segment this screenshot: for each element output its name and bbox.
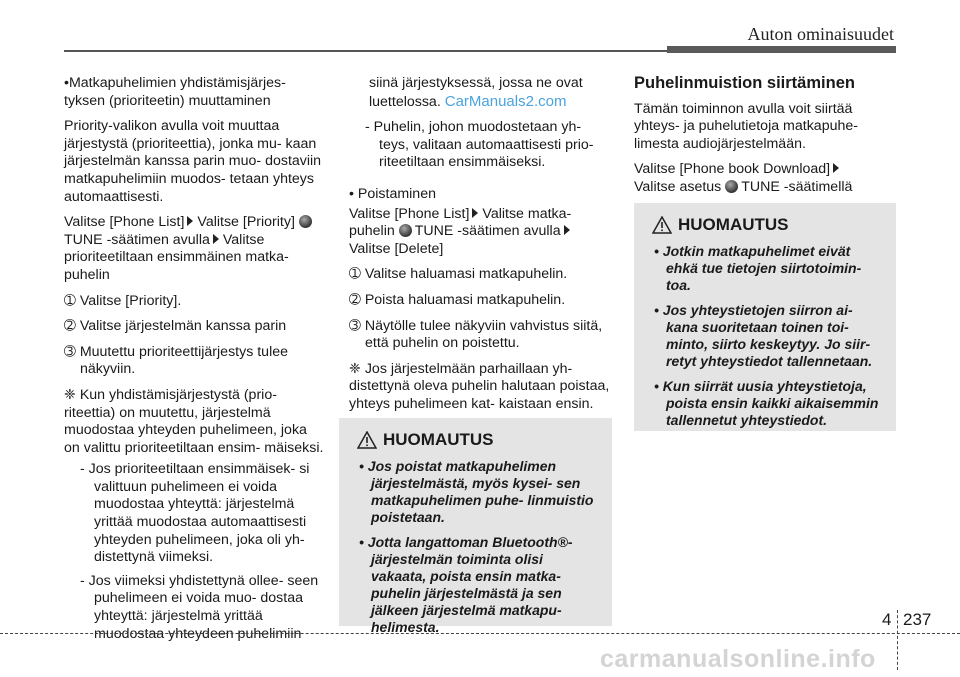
- column-2: [349, 75, 612, 422]
- watermark: CarManuals2.com: [444, 92, 567, 110]
- download-instruction: Valitse [Phone book Download] Valitse asetus TUNE -säätimellä: [634, 161, 853, 195]
- warning-icon: [652, 216, 672, 234]
- warning-item: • Jos poistat matkapuhelimen järjestelmästä, myös kysei- sen matkapuhelimen puhe- linmuistio poistetaan.: [359, 458, 594, 525]
- header-rule: [64, 50, 667, 52]
- tune-knob-icon: [399, 224, 412, 237]
- warning-item: • Jotta langattoman Bluetooth®- järjestelmän toiminta olisi vakaata, poista ensin matka- puhelin järjestelmästä ja sen jälkeen järjestelmä matkapu- helimesta.: [359, 534, 573, 635]
- footer-rule: [0, 633, 960, 634]
- delete-heading: • Poistaminen: [349, 185, 436, 202]
- step-1: ➀ Valitse [Priority].: [64, 292, 182, 309]
- column-3: [634, 75, 896, 205]
- section-heading: Puhelinmuistion siirtäminen: [634, 74, 855, 92]
- arrow-right-icon: [213, 234, 219, 244]
- note-dash-1: - Jos prioriteetiltaan ensimmäisek- si valittuun puhelimeen ei voida muodostaa yhteyttä: järjestelmä yrittää muodostaa automaattisesti yhteyden puhelimeen, joka oli yh- distettynä viimeksi.: [80, 461, 310, 566]
- arrow-right-icon: [187, 216, 193, 226]
- tune-knob-icon: [299, 215, 312, 228]
- step-2: ➁ Valitse järjestelmän kanssa parin: [64, 318, 287, 335]
- chapter-number: 4: [882, 610, 892, 629]
- note-dash-2: - Jos viimeksi yhdistettynä ollee- seen puhelimeen ei voida muo- dostaa yhteyttä: järjestelmä yrittää muodostaa yhteydeen puhelimiin: [80, 572, 319, 642]
- footer-separator: [897, 610, 898, 670]
- note-continued: siinä järjestyksessä, jossa ne ovat luettelossa. CarManuals2.com: [369, 75, 583, 110]
- warning-box-1: [339, 418, 612, 635]
- warning-item: • Jotkin matkapuhelimet eivät ehkä tue tietojen siirtotoimin- toa.: [654, 243, 862, 293]
- delete-step-3: ➂ Näytölle tulee näkyviin vahvistus siitä, että puhelin on poistettu.: [349, 317, 603, 352]
- delete-instruction: Valitse [Phone List] Valitse matka- puhelin TUNE -säätimen avullaValitse [Delete]: [349, 205, 572, 257]
- priority-instruction: Valitse [Phone List] Valitse [Priority] TUNE -säätimen avulla Valitse prioriteetiltaan ensimmäinen matka- puhelin: [64, 214, 326, 284]
- warning-icon: [357, 431, 377, 449]
- delete-note: ❈ Jos järjestelmään parhaillaan yh- distettynä oleva puhelin halutaan poistaa, yhteys puhelimeen kat- kaistaan ensin.: [349, 360, 610, 412]
- page-number: 237: [903, 610, 932, 629]
- warning-item: • Kun siirrät uusia yhteystietoja, poista ensin kaikki aikaisemmin tallennetut yhteystiedot.: [654, 378, 879, 428]
- note-dash-3: - Puhelin, johon muodostetaan yh- teys, valitaan automaattisesti prio- riteetiltaan ensimmäiseksi.: [365, 119, 594, 171]
- warning-title: HUOMAUTUS: [357, 430, 598, 450]
- warning-item: • Jos yhteystietojen siirron ai- kana suoritetaan toinen toi- minto, siirto keskeytyy. Jo siir- retyt yhteystiedot tallennetaan.: [654, 302, 873, 369]
- download-intro: Tämän toiminnon avulla voit siirtää yhteys- ja puhelutietoja matkapuhe- limesta audiojärjestelmään.: [634, 100, 858, 152]
- priority-title: •Matkapuhelimien yhdistämisjärjes- tyksen (prioriteetin) muuttaminen: [64, 75, 286, 109]
- header-bar: [667, 46, 896, 53]
- site-watermark: carmanualsonline.info: [600, 645, 876, 673]
- delete-step-1: ➀ Valitse haluamasi matkapuhelin.: [349, 266, 568, 283]
- priority-note: ❈ Kun yhdistämisjärjestystä (prio- riteettia) on muutettu, järjestelmä muodostaa yhteyden puhelimeen, joka on valittu prioriteetiltaan ensim- mäiseksi.: [64, 386, 324, 456]
- column-1: [64, 75, 326, 649]
- running-header: Auton ominaisuudet: [747, 24, 894, 44]
- arrow-right-icon: [564, 225, 570, 235]
- priority-intro: Priority-valikon avulla voit muuttaa järjestystä (prioriteettia), jonka mu- kaan järjestelmän kanssa parin muo- dostaviin matkapuhelimiin muodos- tetaan yhteys automaattisesti.: [64, 118, 322, 205]
- warning-title: HUOMAUTUS: [652, 215, 882, 235]
- warning-box-2: [634, 203, 896, 431]
- arrow-right-icon: [472, 208, 478, 218]
- tune-knob-icon: [725, 180, 738, 193]
- arrow-right-icon: [833, 163, 839, 173]
- step-3: ➂ Muutettu prioriteettijärjestys tulee näkyviin.: [64, 343, 289, 378]
- delete-step-2: ➁ Poista haluamasi matkapuhelin.: [349, 291, 566, 308]
